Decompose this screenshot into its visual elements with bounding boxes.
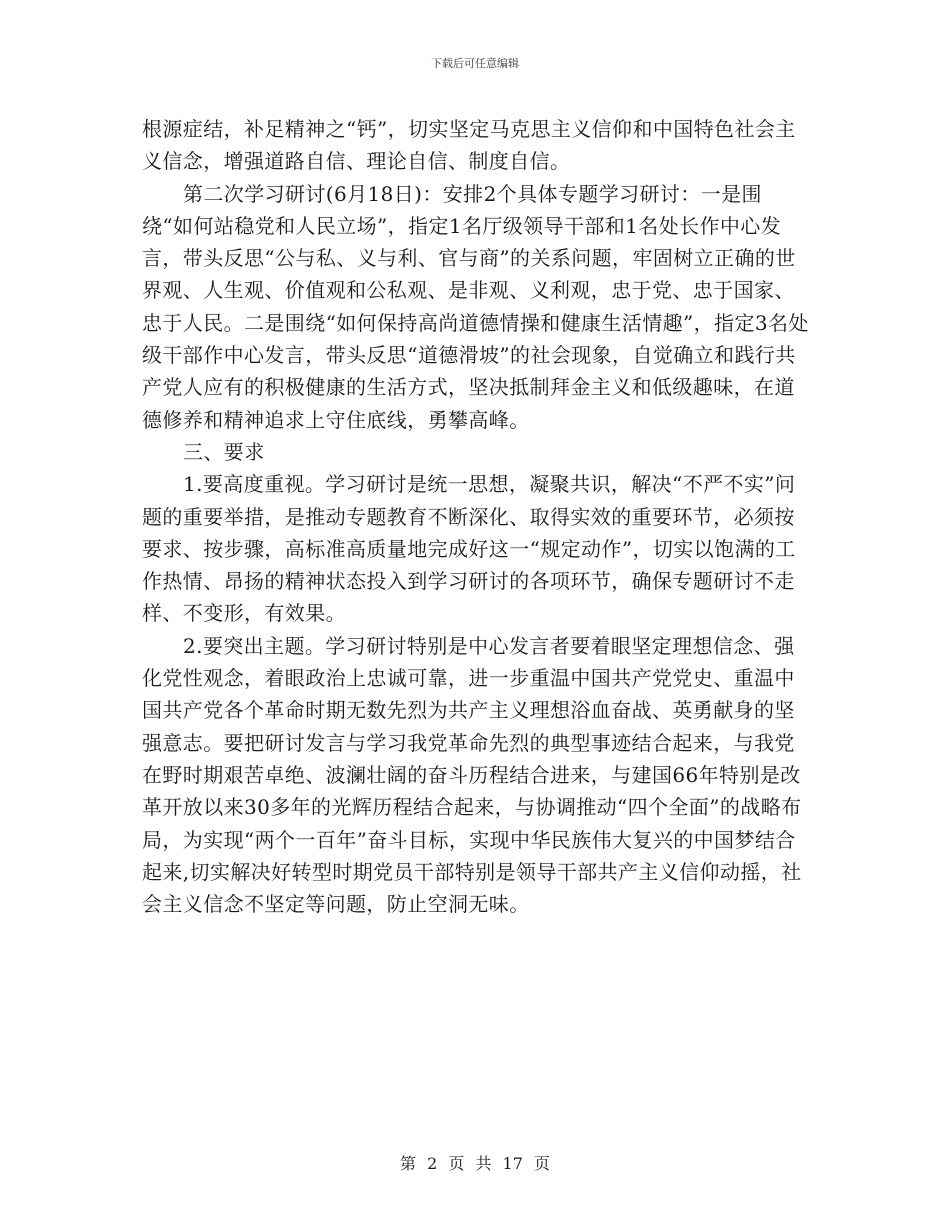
paragraph-requirement-1: 1.要高度重视。学习研讨是统一思想，凝聚共识，解决“不严不实”问题的重要举措，是推动专题教育不断深化、取得实效的重要环节，必须按要求、按步骤，高标准高质量地完成好这一“规定动作”，切实以饱满的工作热情、昂扬的精神状态投入到学习研讨的各项环节，确保专题研讨不走样、不变形，有效果。: [142, 472, 796, 626]
paragraph-requirement-2: 2.要突出主题。学习研讨特别是中心发言者要着眼坚定理想信念、强化党性观念，着眼政治上忠诚可靠，进一步重温中国共产党党史、重温中国共产党各个革命时期无数先烈为共产主义理想浴血奋战、英勇献身的坚强意志。要把研讨发言与学习我党革命先烈的典型事迹结合起来，与我党在野时期艰苦卓绝、波澜壮阔的奋斗历程结合进来，与建国66年特别是改革开放以来30多年的光辉历程结合起来，与协调推动“四个全面”的战略布局，为实现“两个一百年”奋斗目标，实现中华民族伟大复兴的中国梦结合起来,切实解决好转型时期党员干部特别是领导干部共产主义信仰动摇，社会主义信念不坚定等问题，防止空洞无味。: [142, 633, 802, 917]
page-header: 下载后可任意编辑: [431, 57, 519, 70]
document-body: [142, 113, 810, 920]
section-heading-requirements: 三、要求: [183, 439, 265, 464]
paragraph-continuation: 根源症结，补足精神之“钙”，切实坚定马克思主义信仰和中国特色社会主义信念，增强道路自信、理论自信、制度自信。: [142, 117, 796, 174]
paragraph-second-study-session: 第二次学习研讨(6月18日)：安排2个具体专题学习研讨：一是围绕“如何站稳党和人民立场”，指定1名厅级领导干部和1名处长作中心发言，带头反思“公与私、义与利、官与商”的关系问题，牢固树立正确的世界观、人生观、价值观和公私观、是非观、义利观，忠于党、忠于国家、忠于人民。二是围绕“如何保持高尚道德情操和健康生活情趣”，指定3名处级干部作中心发言，带头反思“道德滑坡”的社会现象，自觉确立和践行共产党人应有的积极健康的生活方式，坚决抵制拜金主义和低级趣味，在道德修养和精神追求上守住底线，勇攀高峰。: [142, 181, 809, 432]
page-number-footer: 第 2 页 共 17 页: [400, 1154, 550, 1173]
